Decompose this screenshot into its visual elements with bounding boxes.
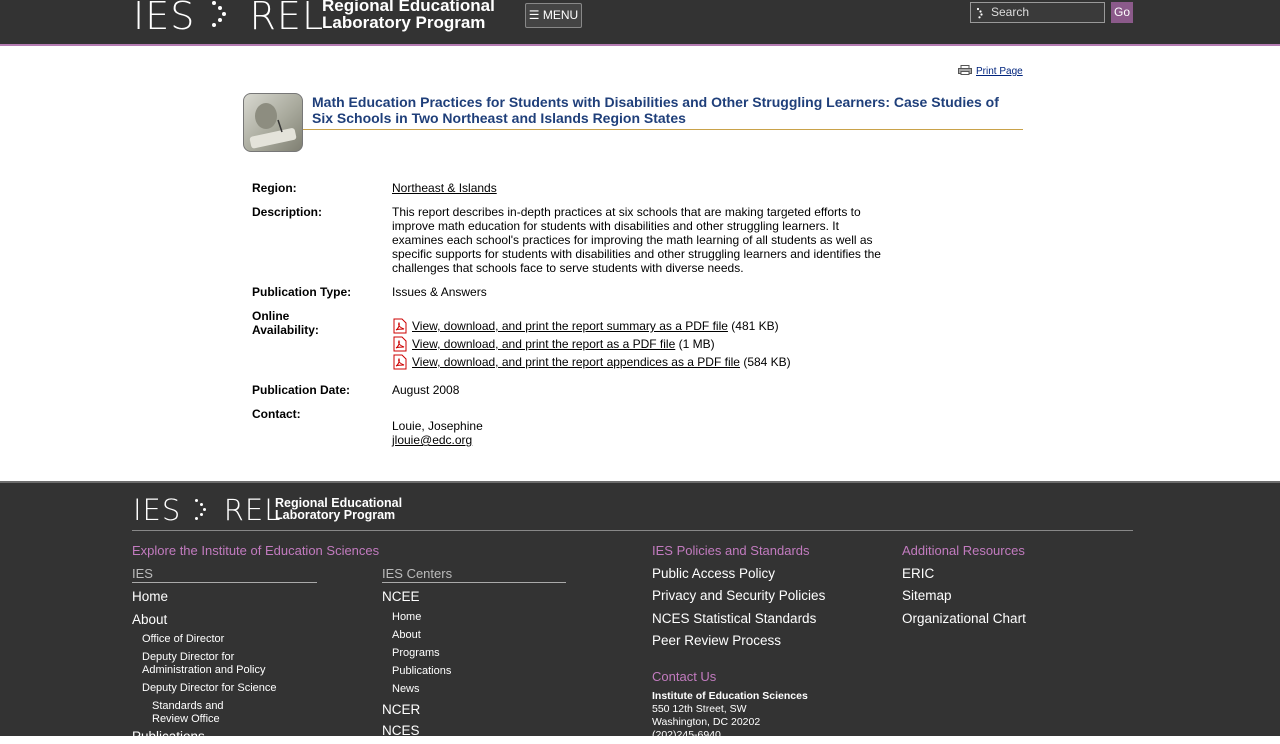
list-item [392, 336, 887, 354]
contact-label: Contact: [252, 407, 301, 421]
explore-heading: Explore the Institute of Education Sciences [132, 543, 380, 558]
footer-logo-rel-text: REL [223, 493, 282, 527]
policies-heading: IES Policies and Standards [652, 543, 810, 558]
footer-link-sitemap[interactable]: Sitemap [902, 588, 952, 603]
ies-centers-subheading[interactable]: IES Centers [382, 566, 566, 583]
footer-logo[interactable] [133, 493, 281, 527]
list-item [392, 354, 887, 372]
search-input[interactable] [991, 5, 1099, 19]
publication-date-label: Publication Date: [252, 383, 351, 397]
footer-link-ncee-publications[interactable]: Publications [392, 665, 452, 677]
footer-link-nces-standards[interactable]: NCES Statistical Standards [652, 611, 817, 626]
availability-label [252, 309, 382, 337]
footer-link-eric[interactable]: ERIC [902, 566, 935, 581]
contact-value [392, 419, 887, 447]
file-size: (1 MB) [675, 337, 715, 351]
footer-program-name[interactable] [275, 497, 402, 521]
pdf-icon [392, 336, 408, 352]
pdf-link-appendices[interactable]: View, download, and print the report appendices as a PDF file [412, 355, 740, 369]
publication-type-label: Publication Type: [252, 285, 352, 299]
footer-link-ncee-news[interactable]: News [392, 683, 420, 695]
logo-dots-icon [208, 0, 236, 31]
availability-list [392, 318, 887, 372]
print-page-link[interactable] [958, 65, 1023, 77]
site-header [0, 0, 1280, 46]
footer-link-ncee-home[interactable]: Home [392, 611, 422, 623]
description-label: Description: [252, 205, 323, 219]
additional-resources-heading: Additional Resources [902, 543, 1025, 558]
print-page-label: Print Page [976, 66, 1023, 77]
footer-link-public-access[interactable]: Public Access Policy [652, 566, 776, 581]
menu-button[interactable]: ☰ MENU [525, 3, 582, 28]
header-logo[interactable] [133, 0, 324, 38]
region-label: Region: [252, 181, 297, 195]
contact-address-2: Washington, DC 20202 [652, 716, 761, 728]
title-divider [303, 129, 1023, 130]
program-line-1: Regional Educational [322, 0, 495, 15]
footer-link-standards-review[interactable] [152, 700, 224, 726]
search-box[interactable] [970, 2, 1105, 23]
report-thumbnail-image [243, 93, 303, 152]
footer-program-line-1: Regional Educational [275, 496, 403, 510]
publication-type-value: Issues & Answers [392, 285, 487, 299]
search-icon [975, 7, 987, 19]
footer-link-nces[interactable]: NCES [382, 723, 420, 738]
footer-link-deputy-admin[interactable] [142, 651, 266, 677]
pdf-icon [392, 354, 408, 370]
ies-subheading[interactable]: IES [132, 566, 317, 583]
contact-us-heading[interactable]: Contact Us [652, 669, 717, 684]
publication-date-value: August 2008 [392, 383, 460, 397]
contact-org: Institute of Education Sciences [652, 690, 808, 702]
standards-line-1: Standards and [152, 700, 224, 712]
footer-divider [132, 530, 1133, 531]
region-link[interactable]: Northeast & Islands [392, 181, 497, 195]
printer-icon [958, 65, 972, 75]
contact-email-link[interactable]: jlouie@edc.org [392, 433, 473, 447]
pdf-link-report[interactable]: View, download, and print the report as a PDF file [412, 337, 676, 351]
description-value: This report describes in-depth practices at six schools that are making targeted efforts to improve math education for students with disabilities and other struggling learners. It examines each school's practices for improving the math learning of all students as well as specific supports for students with disabilities and other struggling learners and identifies the challenges that schools face to serve students with diverse needs. [392, 205, 881, 275]
contact-address-1: 550 12th Street, SW [652, 703, 747, 715]
file-size: (481 KB) [727, 319, 779, 333]
standards-line-2: Review Office [152, 713, 220, 725]
footer-link-deputy-science[interactable]: Deputy Director for Science [142, 682, 277, 694]
site-footer [0, 481, 1280, 744]
footer-link-ncee-programs[interactable]: Programs [392, 647, 440, 659]
writing-student-icon [244, 94, 304, 153]
logo-ies-text: IES [133, 0, 196, 38]
footer-link-ncer[interactable]: NCER [382, 702, 421, 717]
footer-logo-ies-text: IES [133, 493, 182, 527]
header-program-name[interactable] [322, 0, 495, 31]
list-item [392, 318, 887, 336]
file-size: (584 KB) [739, 355, 791, 369]
footer-link-peer-review[interactable]: Peer Review Process [652, 633, 782, 648]
pdf-link-summary[interactable]: View, download, and print the report summary as a PDF file [412, 319, 728, 333]
contact-phone: (202)245-6940 [652, 729, 721, 741]
footer-link-office-director[interactable]: Office of Director [142, 633, 225, 645]
availability-label-line-2: Availability: [252, 323, 319, 337]
logo-rel-text: REL [249, 0, 325, 38]
footer-logo-dots-icon [192, 496, 214, 522]
footer-link-ncee-about[interactable]: About [392, 629, 421, 641]
footer-link-org-chart[interactable]: Organizational Chart [902, 611, 1026, 626]
deputy-admin-line-1: Deputy Director for [142, 651, 235, 663]
footer-link-privacy[interactable]: Privacy and Security Policies [652, 588, 826, 603]
availability-label-line-1: Online [252, 309, 290, 323]
footer-link-publications[interactable]: Publications [132, 729, 205, 744]
footer-link-home[interactable]: Home [132, 589, 169, 604]
contact-name: Louie, Josephine [392, 419, 483, 433]
pdf-icon [392, 318, 408, 334]
footer-link-about[interactable]: About [132, 612, 168, 627]
page-title: Math Education Practices for Students with Disabilities and Other Struggling Learners: Case Studies of Six Schools in Two Northeast and Islands Region States [312, 94, 999, 126]
deputy-admin-line-2: Administration and Policy [142, 664, 266, 676]
program-line-2: Laboratory Program [322, 13, 486, 32]
footer-program-line-2: Laboratory Program [275, 508, 396, 522]
search-go-button[interactable]: Go [1111, 2, 1133, 23]
footer-link-ncee[interactable]: NCEE [382, 589, 420, 604]
